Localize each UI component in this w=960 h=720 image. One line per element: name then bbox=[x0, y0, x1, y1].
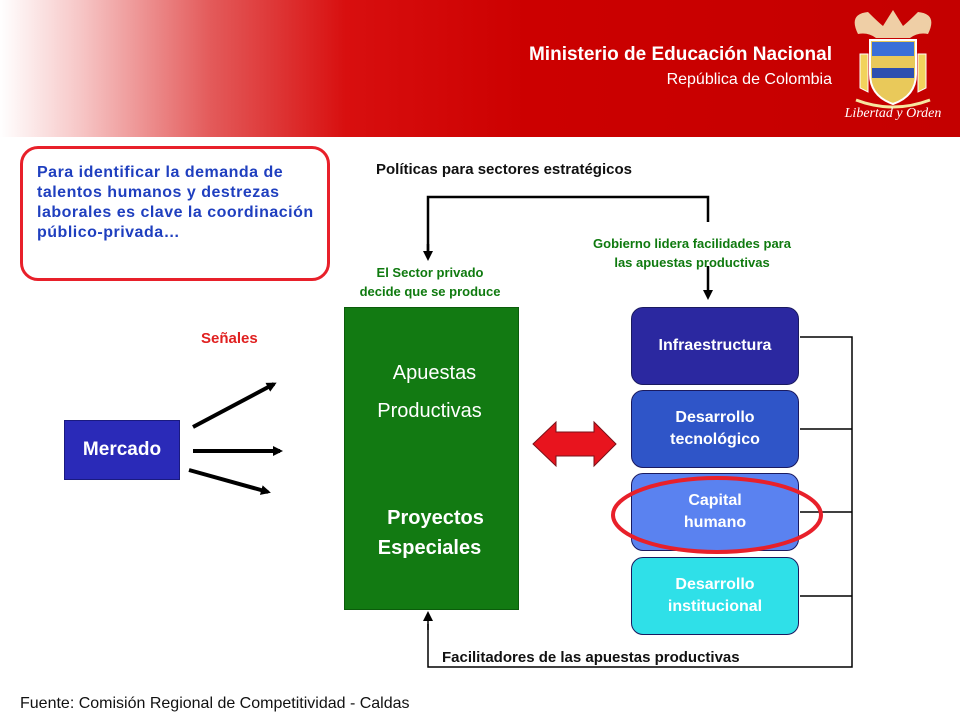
center-line3: Proyectos bbox=[387, 507, 484, 529]
highlight-ellipse bbox=[613, 478, 821, 552]
enabler-inst-line2: institucional bbox=[667, 598, 763, 615]
double-arrow-icon bbox=[533, 422, 616, 466]
private-label-line2: decide que se produce bbox=[359, 284, 501, 299]
center-line2: Productivas bbox=[377, 400, 482, 422]
enabler-tech-line1: Desarrollo bbox=[675, 409, 755, 426]
enabler-inst-line1: Desarrollo bbox=[675, 576, 755, 593]
enabler-human-line1: Capital bbox=[688, 492, 742, 509]
center-line1: Apuestas bbox=[392, 362, 477, 384]
enabler-bracket bbox=[428, 337, 852, 667]
market-label: Mercado bbox=[82, 439, 162, 460]
policies-label: Políticas para sectores estratégicos bbox=[376, 161, 632, 178]
enabler-human-line2: humano bbox=[683, 514, 747, 531]
policies-loop-line bbox=[428, 197, 708, 257]
signals-label: Señales bbox=[201, 330, 258, 347]
enabler-infrastructure-line1: Infraestructura bbox=[658, 337, 772, 354]
enabler-tech-line2: tecnológico bbox=[670, 431, 760, 448]
government-label-line2: las apuestas productivas bbox=[614, 255, 770, 270]
enablers-label: Facilitadores de las apuestas productivas bbox=[442, 649, 740, 666]
center-line4: Especiales bbox=[377, 537, 482, 559]
private-label-line1: El Sector privado bbox=[376, 265, 484, 280]
callout-text: Para identificar la demanda de talentos humanos y destrezas laborales es clave la coordinación público-privada… bbox=[37, 164, 314, 241]
signal-arrow-down bbox=[189, 470, 268, 492]
seal-motto: Libertad y Orden bbox=[844, 106, 942, 121]
signal-arrow-up bbox=[193, 384, 274, 427]
ministry-title: Ministerio de Educación Nacional bbox=[528, 44, 832, 65]
source-footer: Fuente: Comisión Regional de Competitividad - Caldas bbox=[20, 695, 410, 712]
ministry-subtitle: República de Colombia bbox=[666, 71, 832, 88]
government-label-line1: Gobierno lidera facilidades para bbox=[593, 236, 791, 251]
